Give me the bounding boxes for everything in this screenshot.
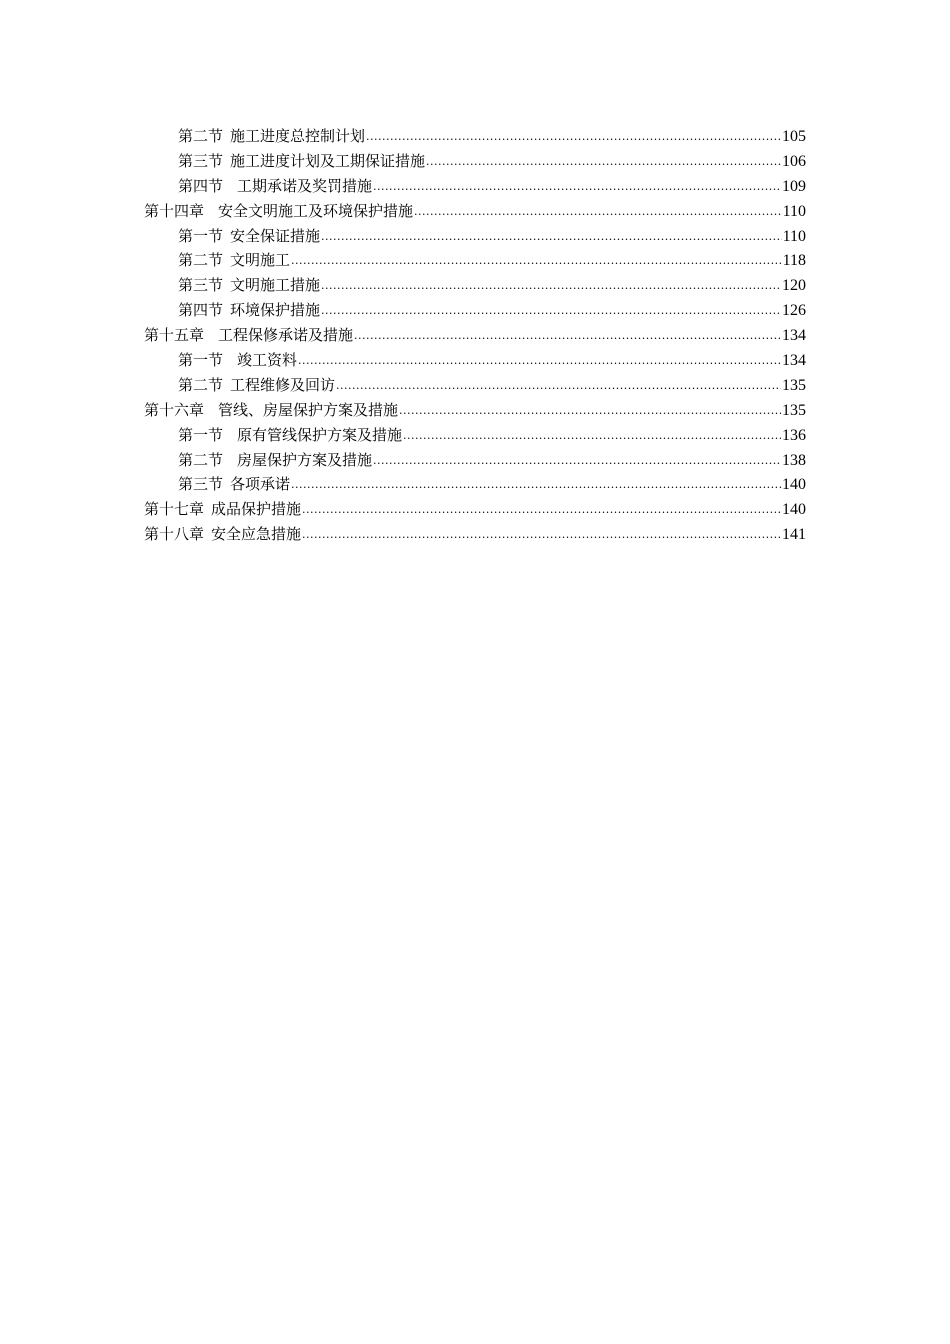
table-of-contents	[144, 124, 806, 547]
toc-section-entry[interactable]	[144, 373, 806, 398]
toc-entry-title: 安全应急措施	[211, 525, 302, 544]
toc-dot-leader	[291, 249, 782, 274]
toc-entry-title: 成品保护措施	[211, 500, 302, 519]
toc-entry-title: 各项承诺	[230, 475, 291, 494]
toc-entry-label	[178, 174, 372, 199]
toc-section-entry[interactable]	[144, 174, 806, 199]
toc-entry-label	[178, 298, 320, 323]
toc-entry-number: 第二节	[178, 127, 224, 145]
toc-entry-label	[144, 398, 398, 423]
toc-entry-title: 文明施工	[230, 251, 291, 270]
toc-chapter-entry[interactable]	[144, 398, 806, 423]
toc-section-entry[interactable]	[144, 149, 806, 174]
toc-entry-title: 施工进度总控制计划	[230, 127, 366, 145]
toc-page-number: 135	[782, 401, 806, 419]
toc-section-entry[interactable]	[144, 124, 806, 149]
toc-entry-label	[144, 497, 301, 522]
toc-chapter-entry[interactable]	[144, 497, 806, 522]
toc-page-number: 126	[782, 302, 806, 320]
toc-dot-leader	[354, 324, 781, 349]
toc-entry-title: 管线、房屋保护方案及措施	[218, 400, 399, 419]
toc-entry-number: 第四节	[178, 301, 224, 320]
toc-page-number: 120	[782, 277, 806, 295]
toc-dot-leader	[336, 374, 781, 399]
toc-section-entry[interactable]	[144, 448, 806, 473]
toc-dot-leader	[321, 225, 782, 250]
toc-dot-leader	[298, 349, 781, 374]
toc-page-number: 110	[782, 202, 806, 220]
toc-page-number: 109	[782, 177, 806, 195]
toc-dot-leader	[291, 473, 781, 498]
toc-entry-title: 工程维修及回访	[230, 375, 336, 394]
toc-dot-leader	[403, 424, 781, 449]
toc-entry-number: 第四节	[178, 176, 224, 195]
toc-entry-label	[178, 248, 290, 273]
toc-dot-leader	[321, 274, 781, 299]
toc-page-number: 140	[782, 501, 806, 519]
toc-entry-title: 工期承诺及奖罚措施	[237, 176, 373, 195]
toc-entry-label	[178, 224, 320, 249]
toc-chapter-entry[interactable]	[144, 522, 806, 547]
toc-page-number: 134	[782, 327, 806, 345]
toc-page-number: 118	[782, 252, 806, 270]
toc-section-entry[interactable]	[144, 273, 806, 298]
toc-dot-leader	[366, 125, 781, 150]
toc-page-number: 140	[782, 476, 806, 494]
toc-entry-number: 第十六章	[144, 400, 205, 419]
toc-entry-title: 安全保证措施	[230, 226, 321, 245]
toc-entry-label	[178, 149, 425, 174]
toc-page-number: 134	[782, 352, 806, 370]
toc-page-number: 138	[782, 451, 806, 469]
toc-entry-title: 安全文明施工及环境保护措施	[218, 201, 414, 220]
toc-dot-leader	[302, 498, 781, 523]
toc-page-number: 110	[782, 227, 806, 245]
toc-entry-number: 第十五章	[144, 326, 205, 345]
toc-entry-number: 第十八章	[144, 525, 205, 544]
toc-entry-number: 第二节	[178, 450, 224, 469]
toc-section-entry[interactable]	[144, 472, 806, 497]
toc-section-entry[interactable]	[144, 248, 806, 273]
toc-dot-leader	[426, 150, 781, 175]
toc-entry-label	[178, 124, 365, 149]
toc-entry-number: 第二节	[178, 251, 224, 270]
toc-entry-title: 原有管线保护方案及措施	[237, 425, 403, 444]
toc-entry-number: 第十四章	[144, 201, 205, 220]
toc-chapter-entry[interactable]	[144, 199, 806, 224]
toc-section-entry[interactable]	[144, 298, 806, 323]
toc-entry-label	[178, 448, 372, 473]
toc-entry-label	[144, 522, 301, 547]
toc-entry-title: 工程保修承诺及措施	[218, 326, 354, 345]
toc-section-entry[interactable]	[144, 423, 806, 448]
toc-page-number: 106	[782, 152, 806, 170]
toc-dot-leader	[414, 200, 782, 225]
toc-entry-label	[144, 323, 353, 348]
toc-entry-number: 第一节	[178, 425, 224, 444]
toc-chapter-entry[interactable]	[144, 323, 806, 348]
toc-entry-number: 第十七章	[144, 500, 205, 519]
toc-entry-title: 竣工资料	[237, 351, 298, 370]
toc-entry-title: 施工进度计划及工期保证措施	[230, 151, 426, 170]
toc-dot-leader	[399, 399, 781, 424]
toc-entry-title: 房屋保护方案及措施	[237, 450, 373, 469]
toc-entry-number: 第一节	[178, 226, 224, 245]
toc-page-number: 135	[782, 376, 806, 394]
toc-entry-number: 第三节	[178, 151, 224, 170]
toc-entry-number: 第三节	[178, 475, 224, 494]
toc-section-entry[interactable]	[144, 224, 806, 249]
toc-entry-number: 第二节	[178, 375, 224, 394]
toc-page-number: 105	[782, 128, 806, 145]
toc-page-number: 141	[782, 526, 806, 544]
toc-entry-title: 文明施工措施	[230, 276, 321, 295]
toc-entry-label	[178, 373, 335, 398]
toc-entry-label	[178, 472, 290, 497]
toc-entry-label	[178, 423, 402, 448]
toc-page-number: 136	[782, 426, 806, 444]
toc-entry-label	[178, 348, 297, 373]
toc-entry-number: 第一节	[178, 351, 224, 370]
toc-dot-leader	[373, 175, 781, 200]
toc-section-entry[interactable]	[144, 348, 806, 373]
toc-dot-leader	[321, 299, 781, 324]
toc-entry-label	[178, 273, 320, 298]
toc-entry-number: 第三节	[178, 276, 224, 295]
toc-entry-title: 环境保护措施	[230, 301, 321, 320]
toc-dot-leader	[302, 523, 781, 548]
toc-dot-leader	[373, 449, 781, 474]
toc-entry-label	[144, 199, 413, 224]
